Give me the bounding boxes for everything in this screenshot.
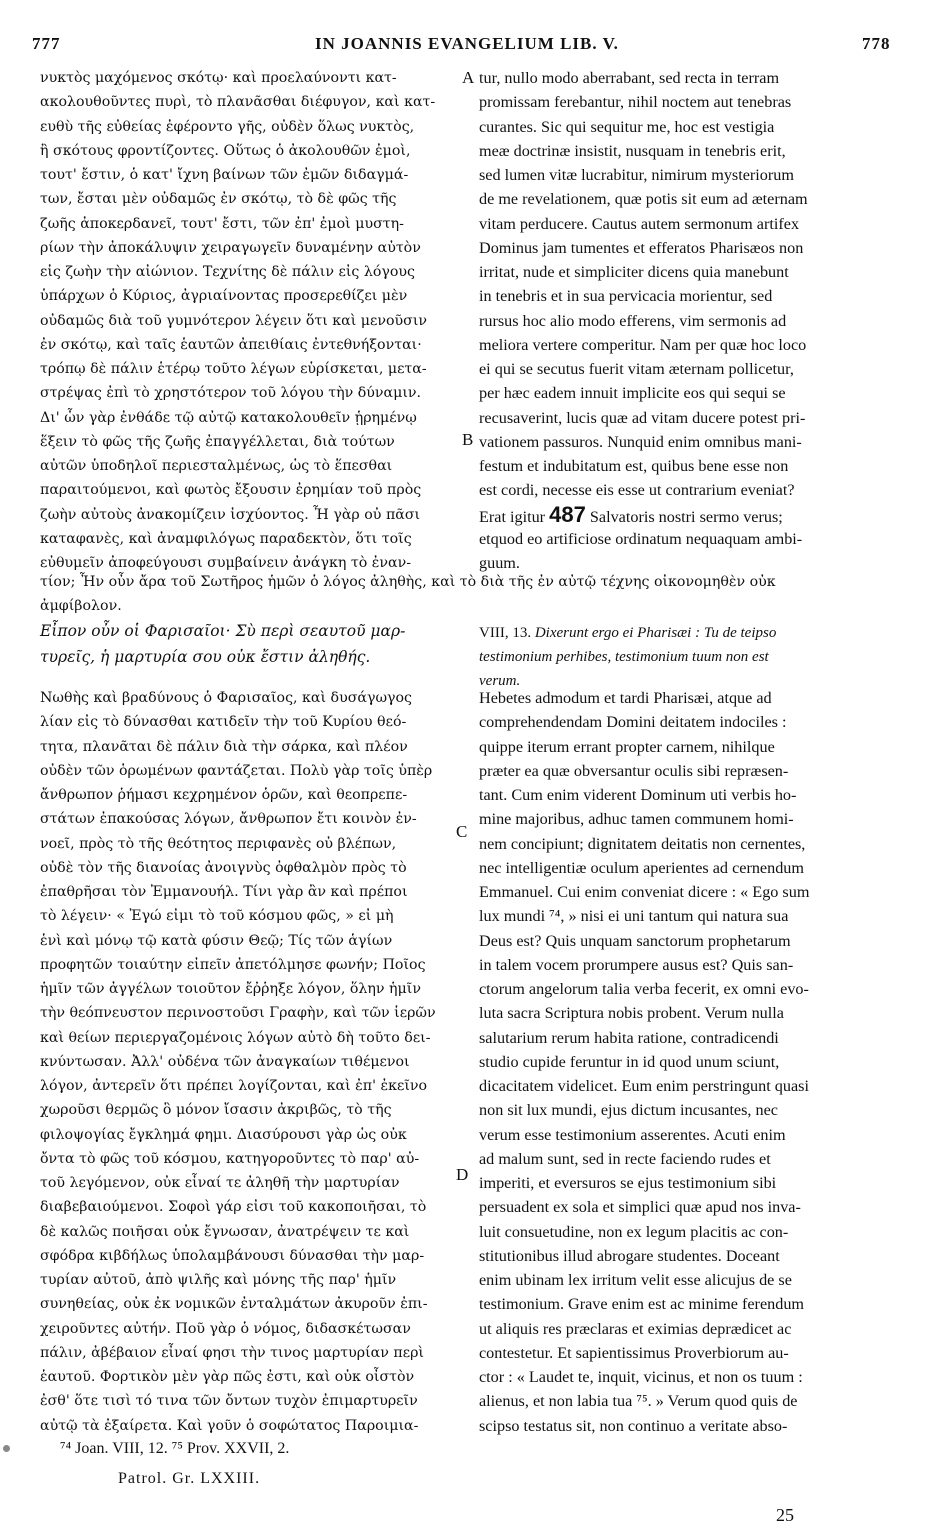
latin-lemma-line-3: verum. — [479, 673, 521, 689]
latin-text-fragment: Salvatoris nostri sermo verus; — [585, 507, 783, 526]
greek-text-line: τυρίαν αὐτοῦ, ἀπὸ ψιλῆς καὶ μόνης τῆς παρ' ἡμῖν — [40, 1272, 397, 1288]
latin-text-line: promissam ferebantur, nihil noctem aut tenebras — [479, 93, 792, 112]
latin-text-line: sed lumen vitæ lucrabitur, nimirum mysteriorum — [479, 166, 794, 184]
greek-text-line: οὐδὲν τῶν ὁρωμένων φαντάζεται. Πολὺ γὰρ τοῖς ὑπὲρ — [40, 762, 433, 779]
latin-text-line: non sit lux mundi, ejus dictum incusantes, nec — [479, 1101, 778, 1120]
greek-text-line: ζωῆς ἀποκερδανεῖ, τουτ' ἔστι, τῶν ἐπ' ἐμοὶ μυστη- — [40, 215, 404, 232]
latin-text-line: Hebetes admodum et tardi Pharisæi, atque ad — [479, 689, 772, 707]
latin-lemma-line-1: Dixerunt ergo ei Pharisæi : Tu de teipso — [534, 625, 777, 641]
latin-text-line: imperiti, et eversuros se ejus testimonium sibi — [479, 1174, 777, 1192]
latin-text-line: festum et indubitatum est, quibus bene esse non — [479, 457, 789, 475]
greek-text-line: δὲ καλῶς ποιῆσαι οὐκ ἔγνωσαν, ἀνατρέψειν τε καὶ — [40, 1223, 410, 1240]
greek-text-line: ζωὴν αὐτοὺς ἀνακομίζειν ἰσχύοντος. Ἦ γὰρ οὐ πᾶσι — [40, 506, 421, 523]
greek-text-line: ὄντα τὸ φῶς τοῦ κόσμου, κατηγοροῦντες τὸ παρ' αὐ- — [40, 1150, 420, 1167]
latin-text-line: dicacitatem videlicet. Eum enim perstringunt quasi — [479, 1077, 809, 1095]
greek-text-line: ρίων τὴν ἀποκάλυψιν χειραγωγεῖν δυναμένην αὐτὸν — [40, 239, 421, 256]
latin-lemma-line-2: testimonium perhibes, testimonium tuum non est — [479, 649, 769, 665]
greek-text-line: εἰς ζωὴν τὴν αἰώνιον. Τεχνίτης δὲ πάλιν εἰς λόγους — [40, 264, 415, 280]
latin-text-line: tant. Cum enim viderent Dominum uti verbis ho- — [479, 786, 797, 804]
section-marker-c: C — [456, 822, 468, 841]
greek-text-line: χωροῦσι θερμῶς ὃ μόνον ἴσασιν ἀκριβῶς, τὸ τῆς — [40, 1102, 392, 1119]
latin-text-line: luta sacra Scriptura nobis probent. Verum nulla — [479, 1004, 784, 1023]
latin-column-top — [479, 66, 893, 575]
full-width-line-2: ἀμφίβολον. — [40, 598, 122, 614]
latin-text-fragment: Erat igitur — [479, 507, 550, 526]
greek-text-line: χειροῦντες αὐτήν. Ποῦ γὰρ ὁ νόμος, διδασκέτωσαν — [40, 1320, 411, 1337]
latin-text-line: est cordi, necesse eis esse ut contrarium eveniat? — [479, 481, 795, 500]
latin-text-line: mine majoribus, adhuc tamen communem homi- — [479, 810, 794, 829]
greek-text-line: ἐσθ' ὅτε τισὶ τό τινα τῶν ὄντων τυχὸν ἐπιμαρτυρεῖν — [40, 1393, 418, 1410]
greek-text-line: ἄνθρωπον ῥήμασι κεχρημένον ὁρῶν, καὶ θεοπρεπε- — [40, 787, 408, 803]
latin-text-line: de me revelationem, quæ potis sit eum ad æternam — [479, 190, 808, 209]
greek-text-line: ακολουθοῦντες πυρὶ, τὸ πλανᾶσθαι διέφυγον, καὶ κατ- — [40, 94, 436, 111]
latin-text-line: in talem vocem prorumpere ausus est? Quis san- — [479, 955, 794, 974]
latin-text-line: Dominus jam tumentes et efferatos Pharisæos non — [479, 238, 804, 257]
greek-text-line: κνύντωσαν. Ἀλλ' οὐδένα τῶν ἀναγκαίων τιθέμενοι — [40, 1053, 410, 1070]
greek-text-line: ἐν σκότῳ, καὶ ταῖς ἑαυτῶν ἀπειθίαις ἐντεθνήξονται· — [40, 336, 422, 353]
volume-signature: Patrol. Gr. LXXIII. — [118, 1470, 261, 1487]
greek-text-line: λίαν εἰς τὸ δύνασθαι κατιδεῖν τὴν τοῦ Κυρίου θεό- — [40, 714, 407, 731]
latin-text-line: testimonium. Grave enim est ac minime ferendum — [479, 1295, 805, 1314]
greek-text-line: προφητῶν τοιαύτην εἰπεῖν ἀπετόλμησε φωνήν; Ποῖος — [40, 956, 426, 973]
greek-text-line: νοεῖ, πρὸς τὸ τῆς θεότητος περιφανὲς οὐ βλέπων, — [40, 835, 397, 852]
section-marker-d: D — [456, 1165, 469, 1184]
greek-text-line: ευθὺ τῆς εὐθείας ἐφέροντο γῆς, οὐδὲν ὅλως νυκτὸς, — [40, 118, 415, 135]
greek-text-line: οὐδὲ τὸν τῆς διανοίας ἀνοιγνὺς ὀφθαλμὸν πρὸς τὸ — [40, 859, 407, 876]
latin-text-line: enim ubinam lex irritum velit esse alicujus de se — [479, 1271, 792, 1289]
greek-lemma-line-1: Εἶπον οὖν οἱ Φαρισαῖοι· Σὺ περὶ σεαυτοῦ μαρ- — [40, 622, 406, 640]
latin-text-line: luit consuetudine, non ex legum placitis ac con- — [479, 1222, 789, 1241]
latin-text-line: curantes. Sic qui sequitur me, hoc est vestigia — [479, 117, 775, 136]
greek-text-line: τὴν θεόπνευστον περινοστοῦσι Γραφὴν, καὶ τῶν ἱερῶν — [40, 1005, 436, 1022]
latin-text-line: verum esse testimonium asserentes. Acuti enim — [479, 1125, 786, 1144]
full-width-text — [40, 570, 895, 618]
greek-text-line: αὐτῶν ὑποδηλοῖ περιεσταλμένως, ὡς τὸ ἕπεσθαι — [40, 458, 393, 474]
latin-text-line: tur, nullo modo aberrabant, sed recta in terram — [479, 69, 780, 87]
latin-text-line: scipso testatus sit, non continuo a veritate abso- — [479, 1416, 788, 1435]
latin-text-line: lux mundi ⁷⁴, » nisi ei uni tantum qui natura sua — [479, 907, 789, 926]
greek-text-line: ἢ σκότους φροντίζοντες. Οὕτως ὁ ἀκολουθῶν ἐμοὶ, — [40, 142, 411, 159]
greek-column-top — [40, 66, 458, 575]
latin-text-line: meæ doctrinæ insistit, nusquam in tenebris erit, — [479, 141, 786, 160]
greek-text-line: στάτων ἐπακούσας λόγων, ἄνθρωπον ἔτι κοινὸν ἐν- — [40, 811, 417, 828]
greek-column-bottom — [40, 686, 458, 1438]
latin-text-line: per hæc eadem innuit implicite eos qui sequi se — [479, 384, 786, 403]
greek-text-line: ἐπαθρῆσαι τὸν Ἐμμανουήλ. Τίνι γὰρ ἂν καὶ πρέποι — [40, 884, 408, 900]
latin-text-line: nec intelligentiæ oculum aperientes ad cernendum — [479, 858, 804, 877]
latin-text-line: stitutionibus illud abrogare studentes. Doceant — [479, 1246, 780, 1265]
greek-text-line: τοῦ λεγόμενον, οὐκ εἶναί τε ἀληθῆ τὴν μαρτυρίαν — [40, 1175, 400, 1191]
greek-text-line: τὸ λέγειν· « Ἐγώ εἰμι τὸ τοῦ κόσμου φῶς, » εἰ μὴ — [40, 908, 394, 925]
latin-text-line: nem concipiunt; dignitatem deitatis non cernentes, — [479, 834, 806, 853]
latin-text-line: Deus est? Quis unquam sanctorum prophetarum — [479, 931, 791, 950]
latin-text-line: alienus, et non labia tua ⁷⁵. » Verum quod quis de — [479, 1392, 798, 1411]
latin-text-line: vitam perducere. Cautus autem sermonum artifex — [479, 214, 800, 233]
greek-text-line: οὐδαμῶς διὰ τοῦ γυμνότερον λέγειν ὅτι καὶ μενοῦσιν — [40, 312, 428, 329]
latin-text-line: in tenebris et in sua pervicacia morientur, sed — [479, 287, 773, 306]
greek-text-line: των, ἔσται μὲν οὐδαμῶς ἐν σκότῳ, τὸ δὲ φῶς τῆς — [40, 191, 397, 208]
section-marker-b: B — [462, 430, 474, 449]
footnotes: ⁷⁴ Joan. VIII, 12. ⁷⁵ Prov. XXVII, 2. — [60, 1440, 290, 1457]
latin-text-line: salutarium rerum habita ratione, contradicendi — [479, 1028, 779, 1047]
latin-text-line: irritat, nude et simpliciter dicens quia manebunt — [479, 263, 789, 281]
full-width-line-1: τίον; Ἦν οὖν ἄρα τοῦ Σωτῆρος ἡμῶν ὁ λόγος ἀληθὴς, καὶ τὸ διὰ τῆς ἐν αὐτῷ τέχνης οἰκονομηθὲν οὐκ — [40, 574, 776, 590]
latin-text-line: recusaverint, lucis quæ ad vitam ducere potest pri- — [479, 408, 806, 427]
latin-text-line: præter ea quæ obversantur oculis sibi repræsen- — [479, 761, 789, 780]
column-number-marker: 487 — [549, 501, 586, 527]
greek-text-line: Νωθὴς καὶ βραδύνους ὁ Φαρισαῖος, καὶ δυσάγωγος — [40, 690, 413, 706]
greek-text-line: φιλοψογίας ἔγκλημά φημι. Διασύρουσι γὰρ ὡς οὐκ — [40, 1126, 407, 1143]
latin-text-line: vationem passuros. Nunquid enim omnibus mani- — [479, 432, 802, 451]
latin-text-line: meliora vertere comperitur. Nam per quæ hoc loco — [479, 335, 807, 354]
greek-text-line: αὐτῷ τὰ ἐξαίρετα. Καὶ γοῦν ὁ σοφώτατος Παροιμια- — [40, 1417, 419, 1434]
latin-text-line: studio cupide feruntur in id quod unum sciunt, — [479, 1052, 780, 1071]
greek-text-line: Δι' ὧν γὰρ ἐνθάδε τῷ αὐτῷ κατακολουθεῖν ᾑρημένῳ — [40, 409, 417, 426]
latin-text-line: comprehendendam Domini deitatem indociles : — [479, 713, 787, 732]
latin-text-line: etquod eo artificiose ordinatum nequaquam ambi- — [479, 529, 803, 548]
greek-text-line: συνηθείας, οὐκ ἐκ νομικῶν ἐνταλμάτων ἀκυροῦν ἐπι- — [40, 1296, 428, 1313]
latin-text-line: rursus hoc alio modo efferens, vim sermonis ad — [479, 311, 787, 330]
greek-text-line: διαβεβαιούμενοι. Σοφοὶ γάρ εἰσι τοῦ κακοποιῆσαι, τὸ — [40, 1199, 427, 1216]
latin-text-line: ei qui se secutus fuerit vitam æternam pollicetur, — [479, 360, 794, 378]
sheet-signature: 25 — [776, 1505, 794, 1525]
margin-dot — [3, 1445, 10, 1452]
greek-text-line: παραιτούμενοι, καὶ φωτὸς ἔξουσιν ἐρημίαν τοῦ πρὸς — [40, 482, 422, 499]
latin-text-line: contestetur. Et sapientissimus Proverbiorum au- — [479, 1343, 789, 1362]
greek-text-line: καὶ θείων περιεργαζομένοις λόγων αὐτὸ δὴ τοῦτο δει- — [40, 1029, 431, 1046]
greek-text-line: ἑνὶ καὶ μόνῳ τῷ κατὰ φύσιν Θεῷ; Τίς τῶν ἁγίων — [40, 932, 393, 949]
latin-text-line: guum. — [479, 554, 520, 572]
greek-text-line: εὐθυμεῖν ἀποφεύγουσι συμβαίνειν ἀνάγκη τὸ ἐναν- — [40, 555, 411, 571]
greek-text-line: ἑαυτοῦ. Φορτικὸν μὲν γὰρ πῶς ἐστι, καὶ οὐκ οἶστὸν — [40, 1369, 415, 1385]
greek-text-line: ἡμῖν τῶν ἀγγέλων τοιοῦτον ἔῤῥηξε λόγον, ὅλην ἡμῖν — [40, 981, 421, 997]
latin-text-line: ad malum sunt, sed in recte faciendo rudes et — [479, 1149, 771, 1168]
greek-text-line: πάλιν, ἀβέβαιον εἶναί φησι τὴν τινος μαρτυρίαν περὶ — [40, 1344, 424, 1361]
page-number-left: 777 — [32, 34, 61, 53]
verse-reference: VIII, 13. — [479, 625, 532, 641]
latin-text-line: ctorum angelorum talia verba fecerit, ex omni evo- — [479, 980, 809, 998]
latin-text-line: Emmanuel. Cui enim conveniat dicere : « Ego sum — [479, 883, 810, 901]
greek-lemma-line-2: τυρεῖς, ἡ μαρτυρία σου οὐκ ἔστιν ἀληθής. — [40, 648, 371, 666]
greek-text-line: τουτ' ἔστιν, ὁ κατ' ἴχνη βαίνων τῶν ἐμῶν διδαγμά- — [40, 167, 409, 183]
latin-lemma — [479, 621, 895, 693]
latin-text-line: ctor : « Laudet te, inquit, vicinus, et non os tuum : — [479, 1368, 803, 1386]
greek-text-line: στρέψας ἐπὶ τὸ χρηστότερον τοῦ λόγου τὴν δύναμιν. — [40, 385, 422, 402]
greek-text-line: λόγον, ἀντερεῖν ὅτι πρέπει λογίζονται, καὶ ἐπ' ἐκεῖνο — [40, 1078, 428, 1094]
greek-text-line: καταφανὲς, καὶ ἀναμφιλόγως παραδεκτὸν, ὅτι τοῖς — [40, 530, 412, 547]
greek-text-line: σφόδρα κιβδήλως ὑπολαμβάνουσι δύνασθαι τὴν μαρ- — [40, 1247, 425, 1264]
latin-text-line: quippe iterum errant propter carnem, nihilque — [479, 737, 775, 756]
latin-text-line: persuadent ex sola et simplici quæ apud nos inva- — [479, 1198, 801, 1217]
section-marker-a: A — [462, 68, 475, 87]
greek-text-line: νυκτὸς μαχόμενος σκότῳ· καὶ προελαύνοντι κατ- — [40, 70, 397, 86]
greek-text-line: ὑπάρχων ὁ Κύριος, ἀγριαίνοντας προσερεθίζει μὲν — [40, 288, 408, 305]
greek-lemma — [40, 618, 460, 670]
page-number-right: 778 — [862, 34, 891, 53]
latin-column-bottom — [479, 686, 893, 1438]
latin-text-line: ut aliquis res præclaras et eximias deprædicet ac — [479, 1319, 792, 1338]
greek-text-line: τρόπῳ δὲ πάλιν ἑτέρῳ τοῦτο λέγων εὑρίσκεται, μετα- — [40, 361, 427, 377]
latin-text-line — [479, 503, 893, 527]
greek-text-line: ἕξειν τὸ φῶς τῆς ζωῆς ἐπαγγέλλεται, διὰ τούτων — [40, 433, 395, 450]
greek-text-line: τητα, πλανᾶται δὲ πάλιν διὰ τὴν σάρκα, καὶ πλέον — [40, 738, 408, 755]
running-title: IN JOANNIS EVANGELIUM LIB. V. — [315, 34, 619, 53]
